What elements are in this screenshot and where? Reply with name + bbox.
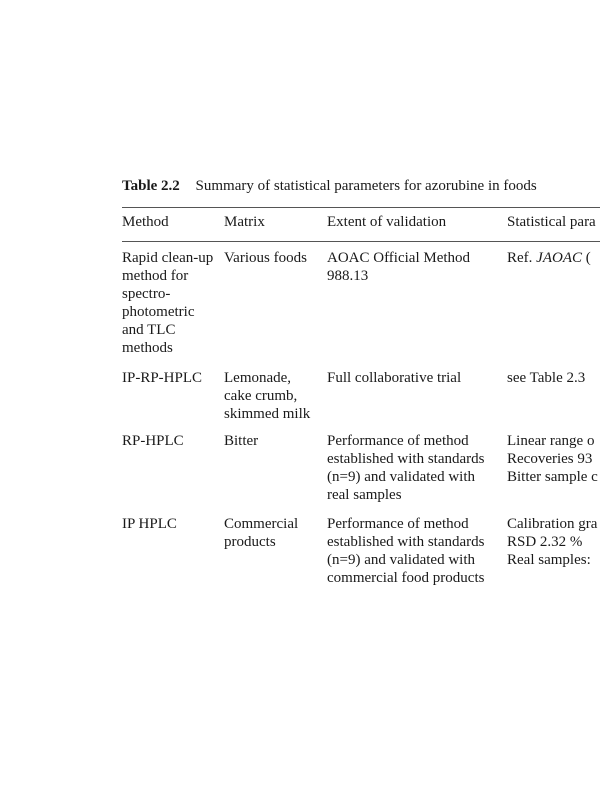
row3-extent: [327, 432, 484, 504]
row4-extent: [327, 515, 484, 587]
row1-matrix: [224, 249, 307, 267]
header-statistical: Statistical para: [507, 214, 596, 230]
row3-stat-line: Bitter sample c: [507, 469, 598, 485]
row1-extent-line: AOAC Official Method: [327, 250, 471, 266]
row1-method: [122, 249, 213, 357]
table-title: Summary of statistical parameters for azorubine in foods: [195, 178, 537, 194]
row4-matrix-line: products: [224, 534, 276, 550]
row2-matrix-line: Lemonade,: [224, 370, 292, 386]
row4-matrix: [224, 515, 298, 551]
row4-statistical: [507, 515, 597, 569]
row1-method-line: methods: [122, 340, 173, 356]
row1-method-line: Rapid clean-up: [122, 250, 214, 266]
table-top-rule: [122, 207, 600, 208]
row4-method: [122, 515, 177, 533]
row2-matrix: [224, 369, 310, 423]
row1-method-line: method for: [122, 268, 189, 284]
row2-method-line: IP-RP-HPLC: [122, 370, 203, 386]
row2-statistical: [507, 369, 585, 387]
row2-stat-line: see Table 2.3: [507, 370, 586, 386]
row3-statistical: [507, 432, 598, 486]
row4-extent-line: Performance of method: [327, 516, 469, 532]
row3-matrix-line: Bitter: [224, 433, 259, 449]
row1-extent: [327, 249, 470, 285]
row1-stat-suffix: (: [582, 250, 591, 266]
row3-method-line: RP-HPLC: [122, 433, 184, 449]
row3-stat-line: Linear range o: [507, 433, 595, 449]
header-method: Method: [122, 214, 169, 230]
row4-extent-line: established with standards: [327, 534, 485, 550]
row3-method: [122, 432, 184, 450]
row1-matrix-line: Various foods: [224, 250, 307, 266]
row3-extent-line: Performance of method: [327, 433, 469, 449]
row3-extent-line: established with standards: [327, 451, 485, 467]
row2-method: [122, 369, 202, 387]
row2-matrix-line: cake crumb,: [224, 388, 298, 404]
row2-matrix-line: skimmed milk: [224, 406, 311, 422]
row1-statistical: [507, 249, 591, 267]
row4-stat-line: Real samples:: [507, 552, 591, 568]
row4-stat-line: Calibration gra: [507, 516, 598, 532]
row2-extent-line: Full collaborative trial: [327, 370, 462, 386]
row3-extent-line: real samples: [327, 487, 402, 503]
row3-extent-line: (n=9) and validated with: [327, 469, 476, 485]
row1-extent-line: 988.13: [327, 268, 369, 284]
header-extent: Extent of validation: [327, 214, 447, 230]
row3-matrix: [224, 432, 258, 450]
row4-matrix-line: Commercial: [224, 516, 299, 532]
table-header-rule: [122, 241, 600, 242]
table-caption: [122, 176, 537, 196]
row1-stat-journal: JAOAC: [536, 250, 582, 266]
header-matrix: Matrix: [224, 214, 265, 230]
row4-method-line: IP HPLC: [122, 516, 177, 532]
row4-stat-line: RSD 2.32 %: [507, 534, 583, 550]
row4-extent-line: commercial food products: [327, 570, 485, 586]
table-number: Table 2.2: [122, 178, 180, 194]
row1-method-line: and TLC: [122, 322, 176, 338]
row1-method-line: spectro-: [122, 286, 171, 302]
row2-extent: [327, 369, 461, 387]
row4-extent-line: (n=9) and validated with: [327, 552, 476, 568]
row1-stat-prefix: Ref.: [507, 250, 537, 266]
row1-method-line: photometric: [122, 304, 195, 320]
row3-stat-line: Recoveries 93: [507, 451, 593, 467]
